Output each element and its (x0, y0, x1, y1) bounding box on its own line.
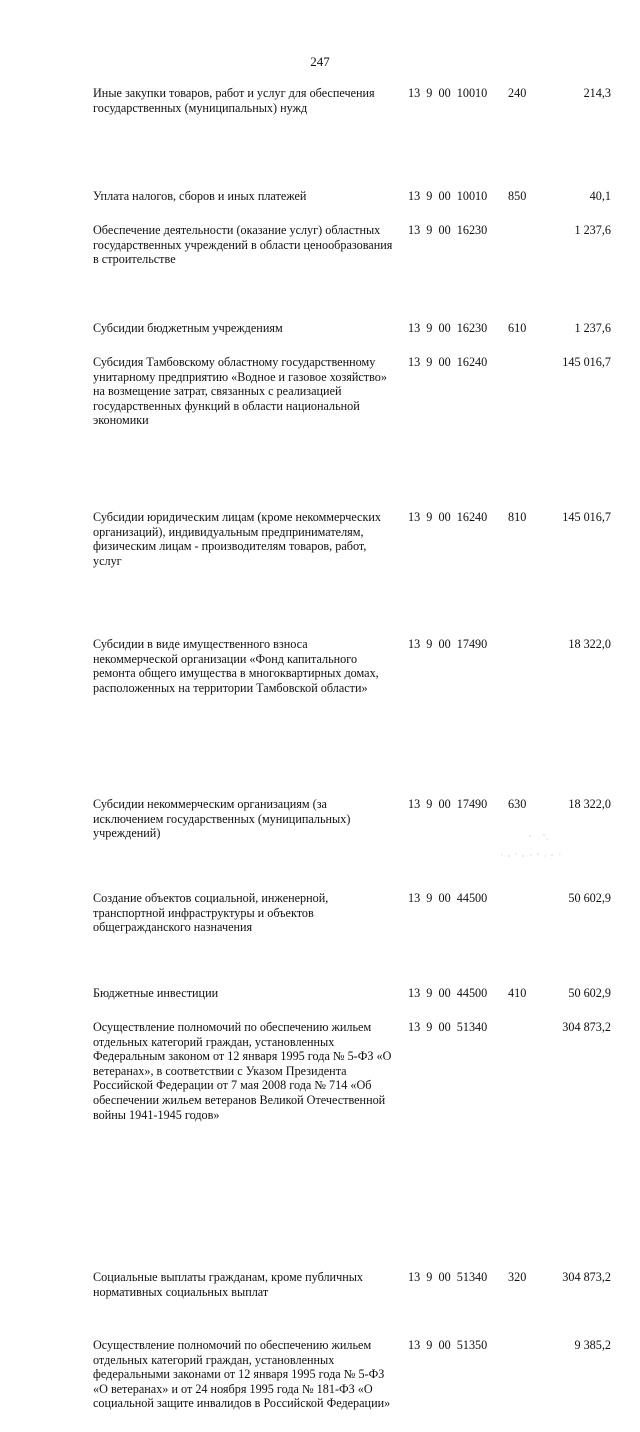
table-row (0, 510, 640, 572)
table-row (0, 1338, 640, 1432)
row-amount: 145 016,7 (562, 510, 611, 524)
table-row (0, 986, 640, 1002)
row-amount: 1 237,6 (574, 321, 611, 335)
row-expense-type: 610 (508, 321, 527, 335)
budget-table (0, 86, 640, 1411)
row-code: 13 9 00 51340 (408, 1020, 488, 1034)
row-description: Субсидии юридическим лицам (кроме некоммерческих организаций), индивидуальным предпринимателям, физическим лицам - производителям товаров, работ, услуг (93, 510, 381, 568)
table-row (0, 321, 640, 337)
row-code: 13 9 00 44500 (408, 986, 488, 1000)
table-row (0, 86, 640, 136)
row-code: 13 9 00 44500 (408, 891, 488, 905)
row-description: Создание объектов социальной, инженерной, транспортной инфраструктуры и объектов общегражданского назначения (93, 891, 329, 935)
row-amount: 18 322,0 (568, 637, 611, 651)
row-code: 13 9 00 16230 (408, 223, 488, 237)
row-code: 13 9 00 17490 (408, 637, 488, 651)
row-expense-type: 810 (508, 510, 527, 524)
row-expense-type: 630 (508, 797, 527, 811)
table-row (0, 1270, 640, 1302)
row-code: 13 9 00 16240 (408, 355, 488, 369)
table-row (0, 1020, 640, 1144)
row-amount: 9 385,2 (574, 1338, 611, 1352)
table-row (0, 891, 640, 937)
row-code: 13 9 00 10010 (408, 189, 488, 203)
row-code: 13 9 00 17490 (408, 797, 488, 811)
row-expense-type: 240 (508, 86, 527, 100)
row-description: Бюджетные инвестиции (93, 986, 219, 1000)
table-row (0, 223, 640, 271)
row-code: 13 9 00 16230 (408, 321, 488, 335)
row-description: Уплата налогов, сборов и иных платежей (93, 189, 307, 203)
row-description: Социальные выплаты гражданам, кроме публичных нормативных социальных выплат (93, 1270, 363, 1299)
table-row (0, 355, 640, 431)
row-amount: 18 322,0 (568, 797, 611, 811)
row-amount: 1 237,6 (574, 223, 611, 237)
row-expense-type: 850 (508, 189, 527, 203)
row-amount: 214,3 (583, 86, 611, 100)
scan-artifact (500, 832, 570, 862)
table-row (0, 637, 640, 715)
row-description: Субсидии в виде имущественного взноса некоммерческой организации «Фонд капитального ремонта общего имущества в многоквартирных домах, расположенных на территории Тамбовской области» (93, 637, 379, 695)
page-number: 247 (310, 54, 330, 69)
row-description: Обеспечение деятельности (оказание услуг) областных государственных учреждений в области ценообразования в строительстве (93, 223, 393, 267)
row-code: 13 9 00 16240 (408, 510, 488, 524)
row-amount: 50 602,9 (568, 891, 611, 905)
row-amount: 145 016,7 (562, 355, 611, 369)
row-description: Субсидия Тамбовскому областному государственному унитарному предприятию «Водное и газовое хозяйство» на возмещение затрат, связанных с реализацией государственных функций в области национальной экономики (93, 355, 387, 428)
row-amount: 304 873,2 (562, 1270, 611, 1284)
row-code: 13 9 00 10010 (408, 86, 488, 100)
row-description: Субсидии бюджетным учреждениям (93, 321, 283, 335)
row-description: Субсидии некоммерческим организациям (за исключением государственных (муниципальных) учреждений) (93, 797, 351, 841)
row-amount: 50 602,9 (568, 986, 611, 1000)
row-amount: 304 873,2 (562, 1020, 611, 1034)
row-amount: 40,1 (589, 189, 611, 203)
row-expense-type: 320 (508, 1270, 527, 1284)
row-code: 13 9 00 51350 (408, 1338, 488, 1352)
table-row (0, 189, 640, 205)
row-expense-type: 410 (508, 986, 527, 1000)
row-description: Осуществление полномочий по обеспечению жильем отдельных категорий граждан, установленных Федеральным законом от 12 января 1995 года № 5-ФЗ «О ветеранах», в соответствии с Указом Президента Российской Федерации от 7 мая 2008 года № 714 «Об обеспечении жильем ветеранов Великой Отечественной войны 1941-1945 годов» (93, 1020, 392, 1122)
row-code: 13 9 00 51340 (408, 1270, 488, 1284)
row-description: Иные закупки товаров, работ и услуг для обеспечения государственных (муниципальных) нужд (93, 86, 375, 115)
row-description: Осуществление полномочий по обеспечению жильем отдельных категорий граждан, установленных федеральными законами от 12 января 1995 года № 5-ФЗ «О ветеранах» и от 24 ноября 1995 года № 181-ФЗ «О социальной защите инвалидов в Российской Федерации» (93, 1338, 391, 1411)
